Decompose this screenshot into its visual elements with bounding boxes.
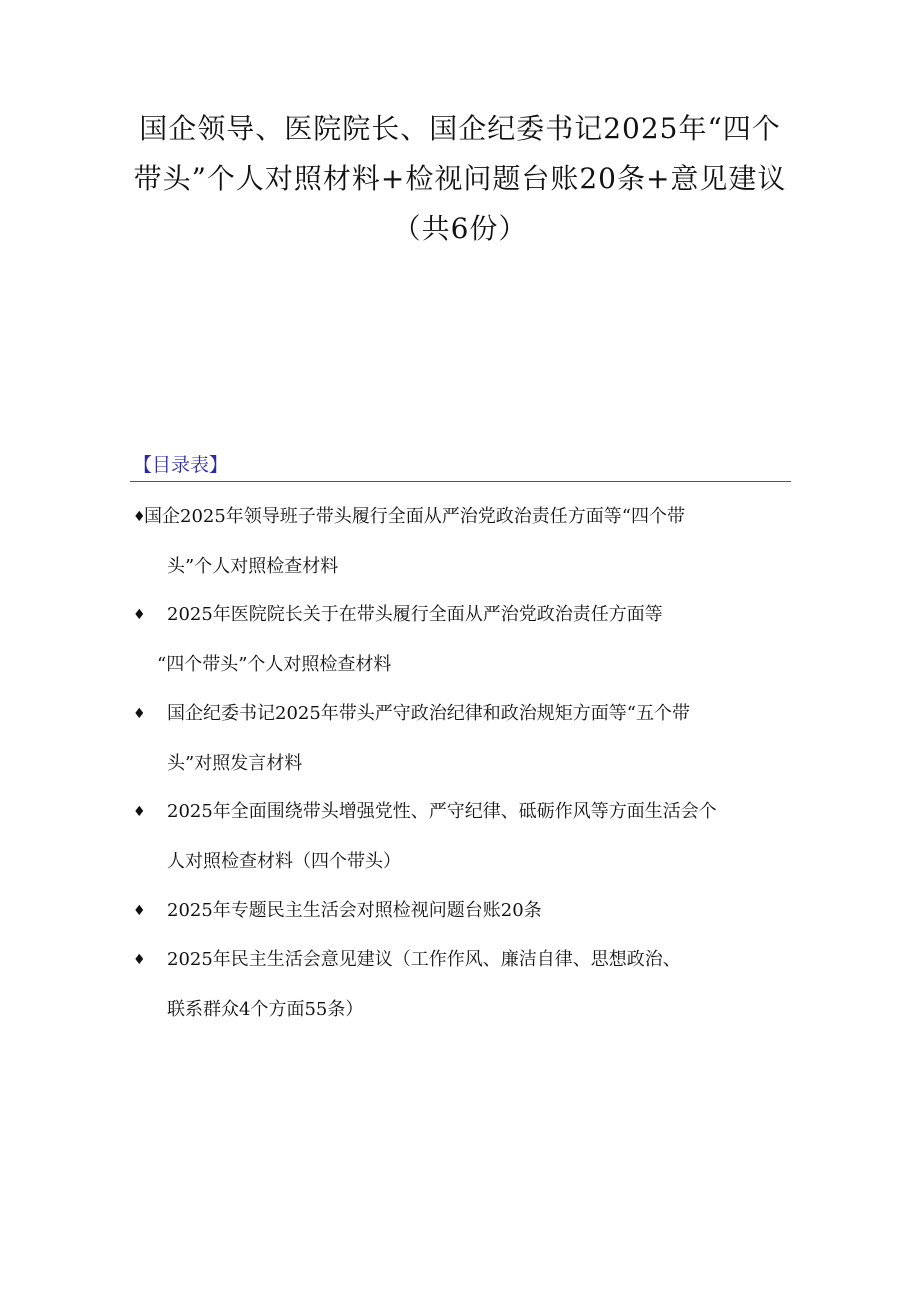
diamond-bullet-icon: ♦: [133, 903, 146, 919]
diamond-bullet-icon: ♦: [133, 952, 146, 968]
toc-item-1-line-2: 头”个人对照检查材料: [167, 556, 339, 577]
toc-item-3[interactable]: [133, 689, 690, 788]
diamond-bullet-icon: ♦: [133, 607, 146, 623]
diamond-bullet-icon: ♦: [133, 509, 146, 525]
title-line-3: （共6份）: [392, 212, 528, 245]
toc-item-4-line-2: 人对照检查材料（四个带头）: [167, 851, 401, 872]
toc-item-2[interactable]: [133, 590, 663, 689]
title-line-2: 带头”个人对照材料+检视问题台账20条+意见建议: [133, 162, 787, 195]
diamond-bullet-icon: ♦: [133, 804, 146, 820]
diamond-bullet-icon: ♦: [133, 706, 146, 722]
document-title: [100, 104, 820, 254]
toc-item-4[interactable]: [133, 787, 717, 886]
toc-item-2-line-1: 2025年医院院长关于在带头履行全面从严治党政治责任方面等: [167, 604, 663, 625]
toc-item-6-line-1: 2025年民主生活会意见建议（工作作风、廉洁自律、思想政治、: [167, 949, 681, 970]
toc-item-5-line-1: 2025年专题民主生活会对照检视问题台账20条: [167, 900, 542, 921]
toc-item-4-line-1: 2025年全面围绕带头增强党性、严守纪律、砥砺作风等方面生活会个: [167, 801, 717, 822]
toc-item-2-line-2: “四个带头”个人对照检查材料: [157, 654, 392, 675]
toc-heading: 【目录表】: [133, 454, 229, 476]
title-line-1: 国企领导、医院院长、国企纪委书记2025年“四个: [139, 112, 781, 145]
toc-item-1[interactable]: [133, 492, 685, 591]
toc-item-3-line-1: 国企纪委书记2025年带头严守政治纪律和政治规矩方面等“五个带: [167, 703, 691, 724]
toc-item-3-line-2: 头”对照发言材料: [167, 753, 303, 774]
toc-item-5[interactable]: [133, 886, 542, 936]
toc-divider: [130, 481, 791, 482]
toc-item-6[interactable]: [133, 935, 681, 1034]
toc-item-1-line-1: 国企2025年领导班子带头履行全面从严治党政治责任方面等“四个带: [144, 506, 686, 527]
toc-item-6-line-2: 联系群众4个方面55条）: [167, 999, 364, 1020]
